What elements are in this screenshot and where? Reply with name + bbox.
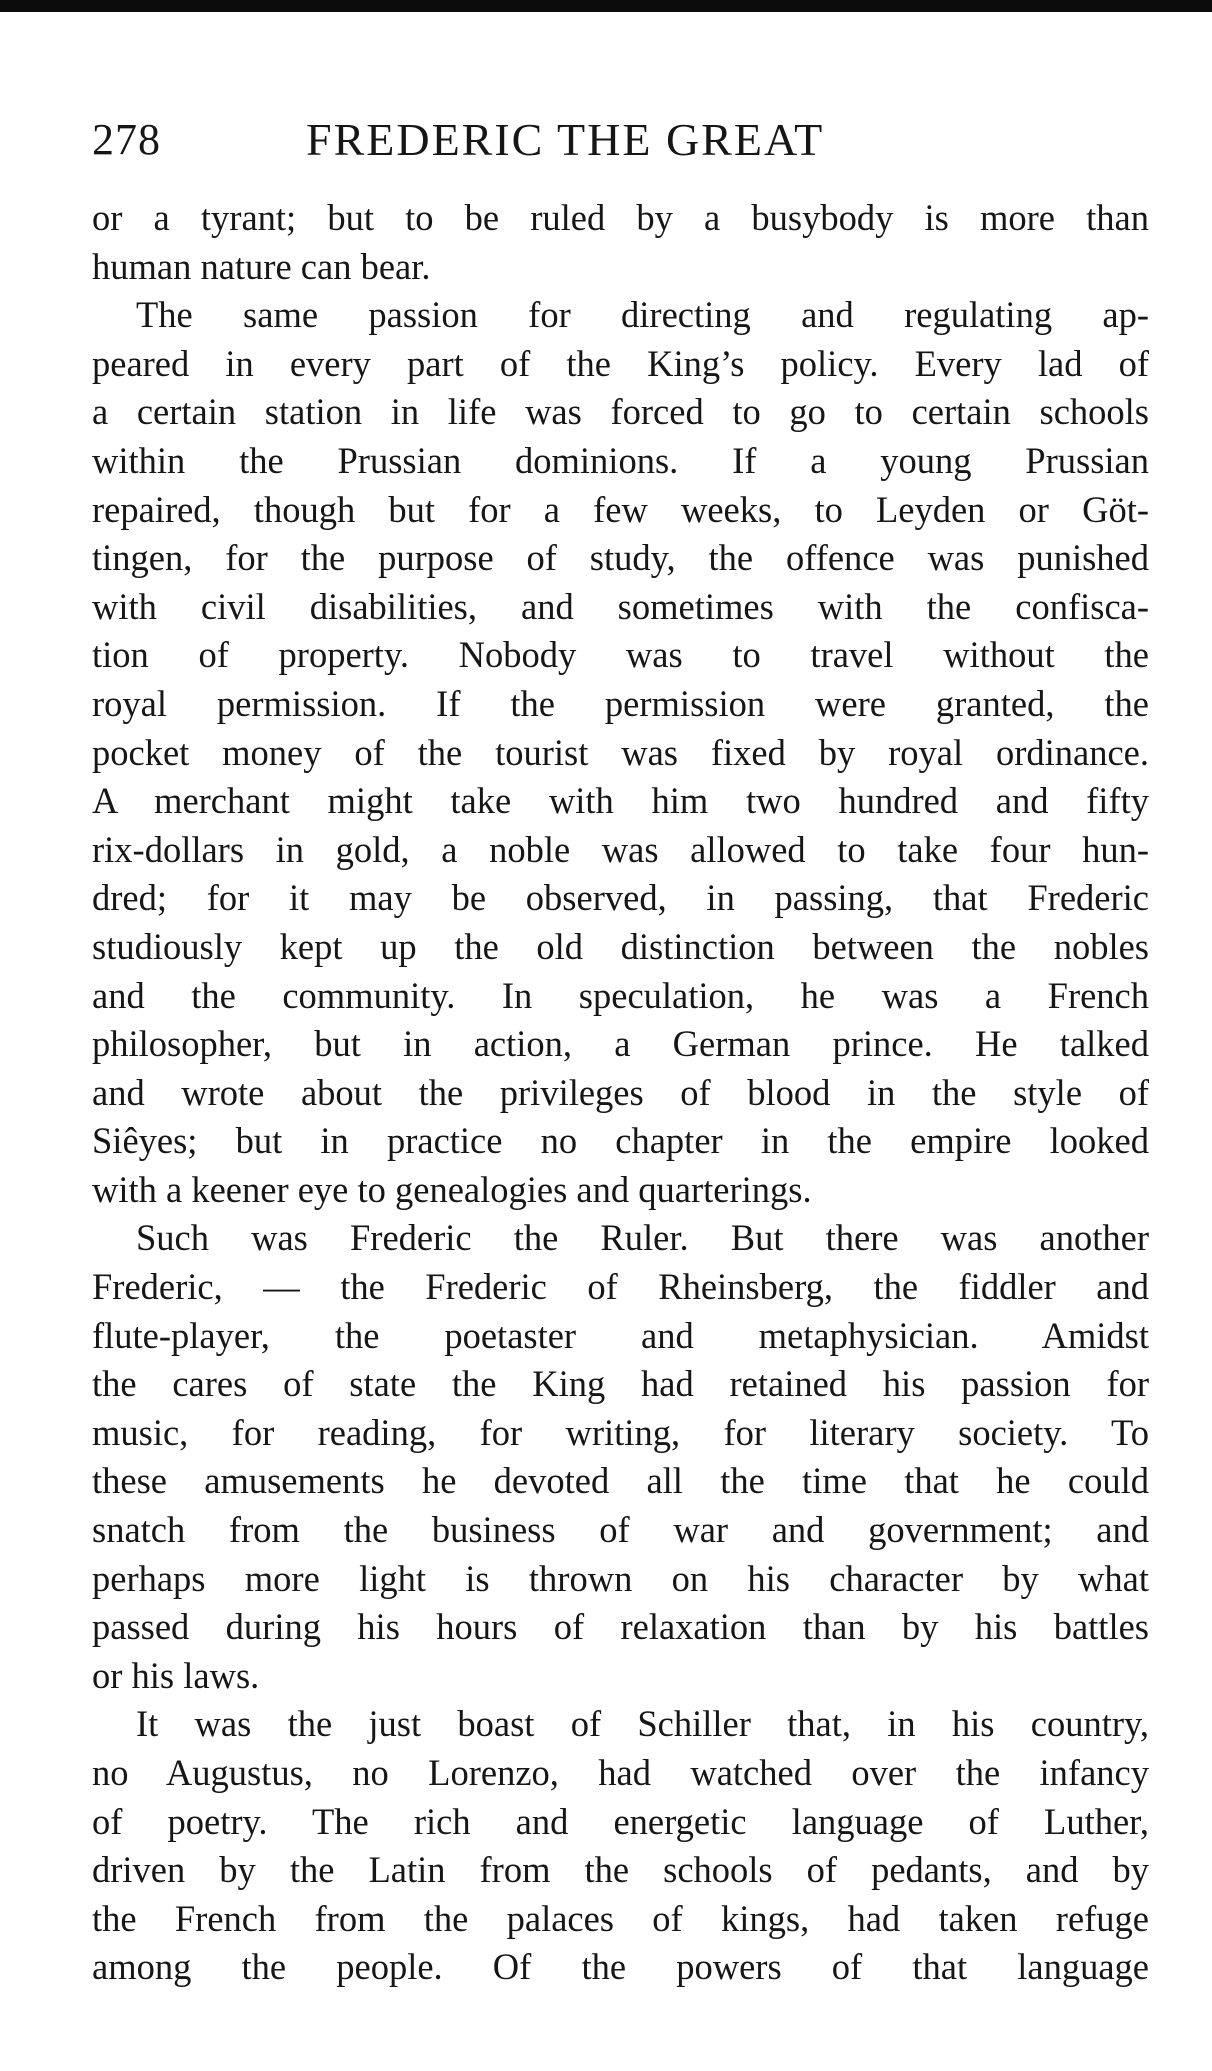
- text-line: Such was Frederic the Ruler. But there was another: [136, 1217, 1149, 1259]
- text-line: with civil disabilities, and sometimes with the confisca-: [92, 585, 1149, 627]
- text-line: tingen, for the purpose of study, the offence was punished: [92, 537, 1149, 579]
- text-line: pocket money of the tourist was fixed by royal ordinance.: [92, 731, 1149, 773]
- text-line: the French from the palaces of kings, had taken refuge: [92, 1897, 1149, 1939]
- text-line: It was the just boast of Schiller that, in his country,: [136, 1703, 1149, 1745]
- body-text: [92, 194, 1149, 1992]
- text-line: among the people. Of the powers of that language: [92, 1946, 1149, 1988]
- top-border-rule: [0, 0, 1212, 12]
- text-line: a certain station in life was forced to go to certain schools: [92, 391, 1149, 433]
- text-line: human nature can bear.: [92, 245, 431, 287]
- text-line: Siêyes; but in practice no chapter in the empire looked: [92, 1120, 1149, 1162]
- text-line: or a tyrant; but to be ruled by a busybody is more than: [92, 197, 1149, 238]
- text-line: perhaps more light is thrown on his character by what: [92, 1557, 1149, 1599]
- text-line: within the Prussian dominions. If a young Prussian: [92, 439, 1149, 481]
- running-head: [92, 112, 1152, 168]
- text-line: passed during his hours of relaxation than by his battles: [92, 1606, 1149, 1648]
- text-line: and the community. In speculation, he was a French: [92, 974, 1149, 1016]
- running-title: FREDERIC THE GREAT: [306, 114, 825, 165]
- text-line: music, for reading, for writing, for literary society. To: [92, 1411, 1149, 1453]
- page-number: 278: [92, 115, 161, 164]
- text-line: A merchant might take with him two hundred and fifty: [92, 780, 1149, 822]
- text-line: and wrote about the privileges of blood in the style of: [92, 1071, 1149, 1113]
- text-line: repaired, though but for a few weeks, to Leyden or Göt-: [92, 488, 1149, 530]
- text-line: studiously kept up the old distinction between the nobles: [92, 925, 1149, 967]
- text-line: no Augustus, no Lorenzo, had watched over the infancy: [92, 1752, 1149, 1793]
- text-line: royal permission. If the permission were granted, the: [92, 682, 1149, 724]
- text-line: these amusements he devoted all the time that he could: [92, 1460, 1149, 1502]
- text-line: of poetry. The rich and energetic language of Luther,: [92, 1800, 1149, 1842]
- text-line: flute-player, the poetaster and metaphysician. Amidst: [92, 1314, 1149, 1356]
- text-line: philosopher, but in action, a German prince. He talked: [92, 1023, 1149, 1065]
- text-line: snatch from the business of war and government; and: [92, 1509, 1149, 1551]
- text-line: The same passion for directing and regulating ap-: [136, 294, 1149, 336]
- text-line: tion of property. Nobody was to travel without the: [92, 634, 1149, 676]
- text-line: peared in every part of the King’s policy. Every lad of: [92, 342, 1149, 384]
- text-line: with a keener eye to genealogies and quarterings.: [92, 1168, 812, 1210]
- text-line: or his laws.: [92, 1654, 260, 1696]
- text-line: driven by the Latin from the schools of pedants, and by: [92, 1849, 1149, 1891]
- text-line: Frederic, — the Frederic of Rheinsberg, the fiddler and: [92, 1266, 1149, 1308]
- text-line: dred; for it may be observed, in passing, that Frederic: [92, 877, 1149, 919]
- text-line: rix-dollars in gold, a noble was allowed to take four hun-: [92, 828, 1149, 870]
- text-line: the cares of state the King had retained his passion for: [92, 1363, 1149, 1405]
